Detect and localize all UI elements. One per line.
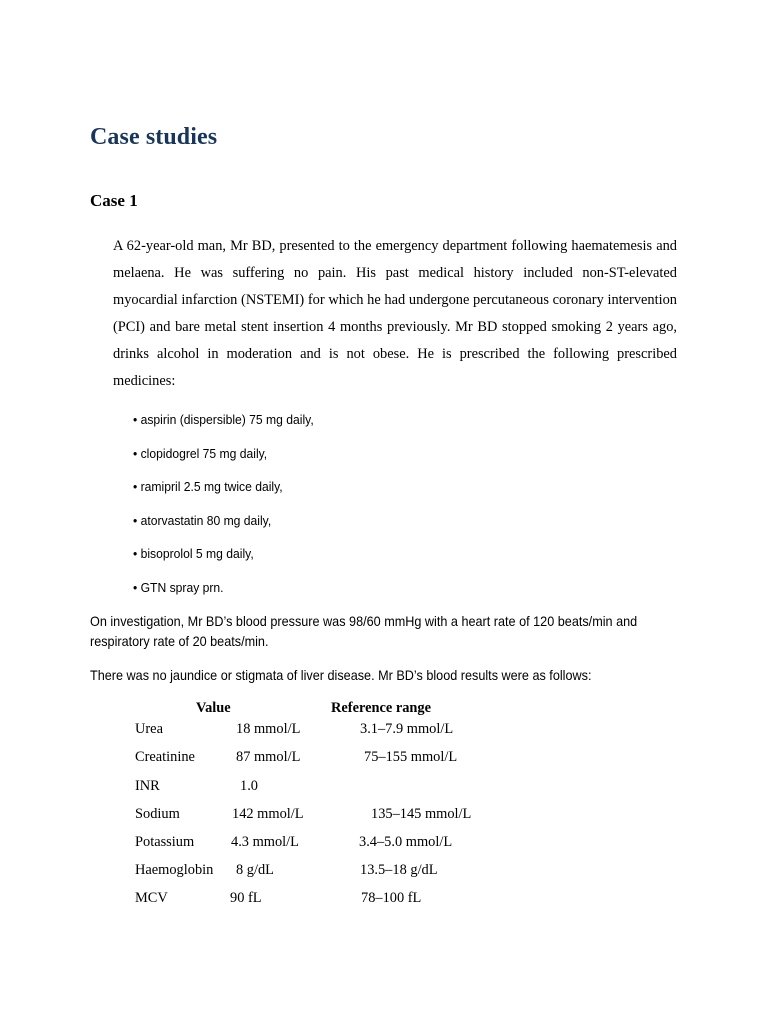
investigation-paragraph: On investigation, Mr BD’s blood pressure was 98/60 mmHg with a heart rate of 120 beats/min and respiratory rate of 20 beats/min. [90, 614, 638, 649]
table-row [0, 719, 768, 739]
medicines-list [133, 409, 314, 611]
case-heading: Case 1 [90, 191, 138, 210]
medicine-item: • GTN spray prn. [133, 579, 224, 595]
medicine-item: • bisoprolol 5 mg daily, [133, 546, 254, 562]
table-row [0, 747, 768, 767]
table-cell-name: Sodium [135, 806, 180, 822]
table-cell-reference: 135–145 mmol/L [371, 806, 472, 822]
table-cell-value: 87 mmol/L [236, 749, 301, 765]
page-title: Case studies [90, 124, 218, 150]
table-cell-value: 18 mmol/L [236, 721, 301, 737]
table-header-reference: Reference range [331, 700, 432, 716]
table-cell-value: 8 g/dL [236, 862, 274, 878]
table-row [0, 804, 768, 824]
table-cell-value: 90 fL [230, 890, 262, 906]
table-row [0, 888, 768, 908]
medicine-item: • atorvastatin 80 mg daily, [133, 512, 272, 528]
jaundice-paragraph: There was no jaundice or stigmata of liver disease. Mr BD’s blood results were as follows: [90, 668, 592, 683]
table-cell-reference: 75–155 mmol/L [364, 749, 458, 765]
table-cell-reference: 13.5–18 g/dL [360, 862, 438, 878]
table-row [0, 860, 768, 880]
case-intro-paragraph: A 62-year-old man, Mr BD, presented to the emergency department following haematemesis and melaena. He was suffering no pain. His past medical history included non-ST-elevated myocardial infarction (NSTEMI) for which he had undergone percutaneous coronary intervention (PCI) and bare metal stent insertion 4 months previously. Mr BD stopped smoking 2 years ago, drinks alcohol in moderation and is not obese. He is prescribed the following prescribed medicines: [113, 238, 677, 389]
table-cell-name: MCV [135, 890, 168, 906]
table-header-value: Value [196, 700, 231, 716]
table-cell-reference: 3.4–5.0 mmol/L [359, 834, 453, 850]
table-row [0, 832, 768, 852]
table-cell-value: 4.3 mmol/L [231, 834, 299, 850]
table-cell-reference: 3.1–7.9 mmol/L [360, 721, 454, 737]
medicine-item: • clopidogrel 75 mg daily, [133, 445, 268, 461]
table-cell-name: Urea [135, 721, 163, 737]
table-cell-name: Potassium [135, 834, 195, 850]
table-cell-name: Haemoglobin [135, 862, 214, 878]
table-cell-name: INR [135, 778, 160, 794]
table-cell-value: 142 mmol/L [232, 806, 304, 822]
table-cell-reference: 78–100 fL [361, 890, 422, 906]
medicine-item: • ramipril 2.5 mg twice daily, [133, 479, 283, 495]
medicine-item: • aspirin (dispersible) 75 mg daily, [133, 412, 314, 427]
table-cell-name: Creatinine [135, 749, 195, 765]
table-row [0, 776, 768, 796]
table-cell-value: 1.0 [240, 778, 258, 794]
